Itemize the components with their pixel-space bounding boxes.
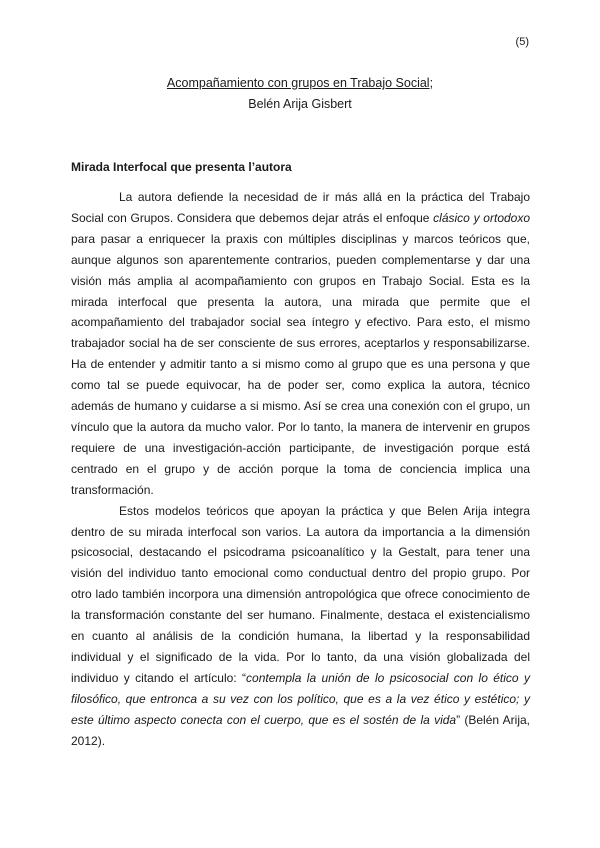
title-separator: ;: [429, 76, 434, 90]
paragraph-2-text-a: Estos modelos teóricos que apoyan la práctica y que Belen Arija integra dentro de su mirada interfocal son varios. La autora da importancia a la dimensión psicosocial, destacando el psicodrama psicoanalítico y la Gestalt, para tener una visión del individuo tanto emocional como conductual dentro del propio grupo. Por otro lado también incorpora una dimensión antropológica que ofrece conocimiento de la transformación constante del ser humano. Finalmente, destaca el existencialismo en cuanto al análisis de la condición humana, la libertad y la responsabilidad individual y el significado de la vida. Por lo tanto, da una visión globalizada del individuo y citando el artículo: “: [71, 503, 530, 685]
title-line: [0, 73, 600, 94]
paragraph-2-quote: contempla la unión de lo psicosocial con lo ético y filosófico, que entronca a su vez con los político, que es a la vez ético y estético; y este último aspecto conecta con el cuerpo, que es el sostén de la vida: [71, 670, 530, 727]
paragraph-1-emphasis: clásico y ortodoxo: [433, 210, 531, 225]
document-title: Acompañamiento con grupos en Trabajo Social: [166, 76, 430, 90]
paragraph-2: [71, 501, 530, 752]
paragraph-2-text-b: ” (Belén Arija, 2012).: [71, 712, 530, 748]
paragraph-1-text-b: para pasar a enriquecer la praxis con múltiples disciplinas y marcos teóricos que, aunque algunos son aparentemente contrarios, pueden complementarse y dar una visión más amplia al acompañamiento con grupos en Trabajo Social. Esta es la mirada interfocal que presenta la autora, una mirada que permite que el acompañamiento del trabajador social sea íntegro y efectivo. Para esto, el mismo trabajador social ha de ser consciente de sus errores, aceptarlos y responsabilizarse. Ha de entender y admitir tanto a si mismo como al grupo que es una persona y que como tal se puede equivocar, ha de poder ser, como explica la autora, técnico además de humano y cuidarse a si mismo. Así se crea una conexión con el grupo, un vínculo que la autora da mucho valor. Por lo tanto, la manera de intervenir en grupos requiere de una investigación-acción participante, de investigación porque está centrado en el grupo y de acción porque la toma de conciencia implica una transformación.: [71, 231, 530, 497]
page-number: (5): [515, 36, 529, 48]
author-name: Belén Arija Gisbert: [248, 97, 352, 111]
paragraph-1-text-a: La autora defiende la necesidad de ir más allá en la práctica del Trabajo Social con Grupos. Considera que debemos dejar atrás el enfoque: [71, 190, 530, 225]
section-heading: Mirada Interfocal que presenta l’autora: [71, 160, 292, 174]
paragraph-1: [71, 187, 530, 501]
title-block: [0, 73, 600, 115]
body-text: [71, 187, 530, 751]
